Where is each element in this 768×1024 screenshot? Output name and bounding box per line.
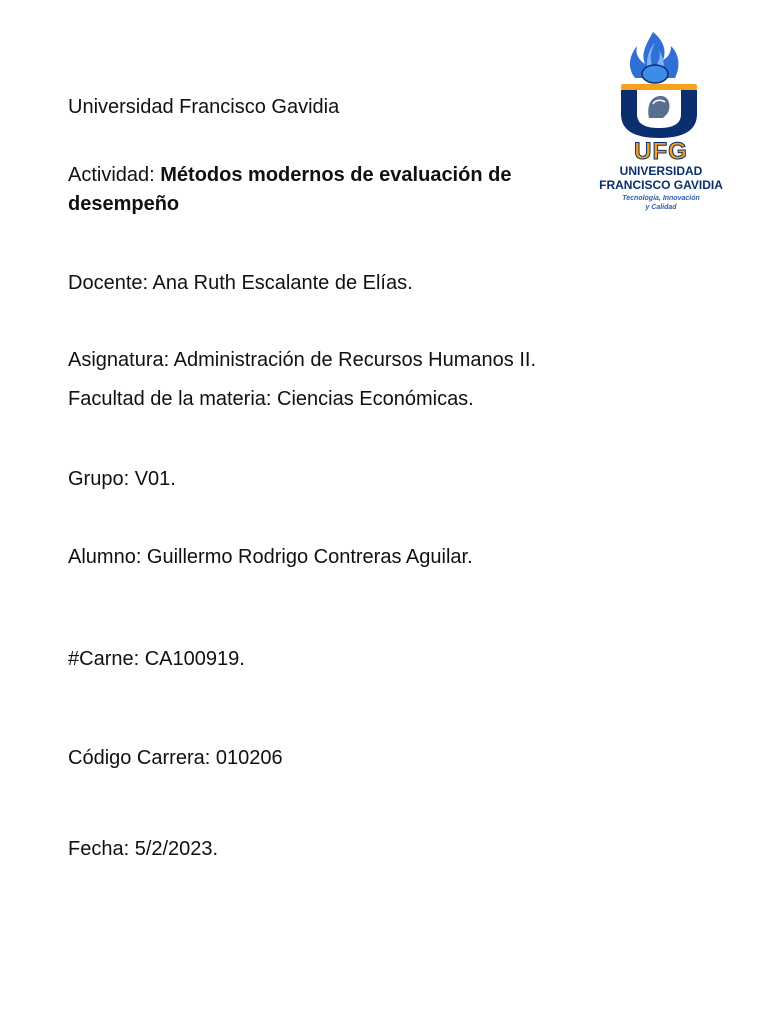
logo-name-line1: UNIVERSIDAD (619, 164, 703, 178)
ufg-logo (583, 28, 743, 228)
student-line: Alumno: Guillermo Rodrigo Contreras Aguilar. (68, 546, 473, 568)
logo-name-line2: FRANCISCO GAVIDIA (599, 178, 723, 192)
logo-tagline-line1: Tecnología, Innovación (622, 195, 700, 202)
activity-line (68, 161, 558, 219)
ufg-emblem-icon (583, 28, 739, 138)
faculty-line: Facultad de la materia: Ciencias Económicas. (68, 388, 474, 410)
subject-line: Asignatura: Administración de Recursos Humanos II. (68, 349, 536, 371)
date-line: Fecha: 5/2/2023. (68, 838, 219, 860)
logo-tagline-line2: y Calidad (645, 204, 677, 211)
university-name: Universidad Francisco Gavidia (68, 96, 340, 118)
activity-title: Métodos modernos de evaluación de desempeño (68, 164, 512, 215)
activity-label: Actividad: (68, 164, 161, 186)
teacher-line: Docente: Ana Ruth Escalante de Elías. (68, 272, 413, 294)
career-code-line: Código Carrera: 010206 (68, 747, 283, 769)
carne-line: #Carne: CA100919. (68, 648, 245, 670)
logo-acronym: UFG (634, 138, 688, 165)
group-line: Grupo: V01. (68, 468, 176, 490)
